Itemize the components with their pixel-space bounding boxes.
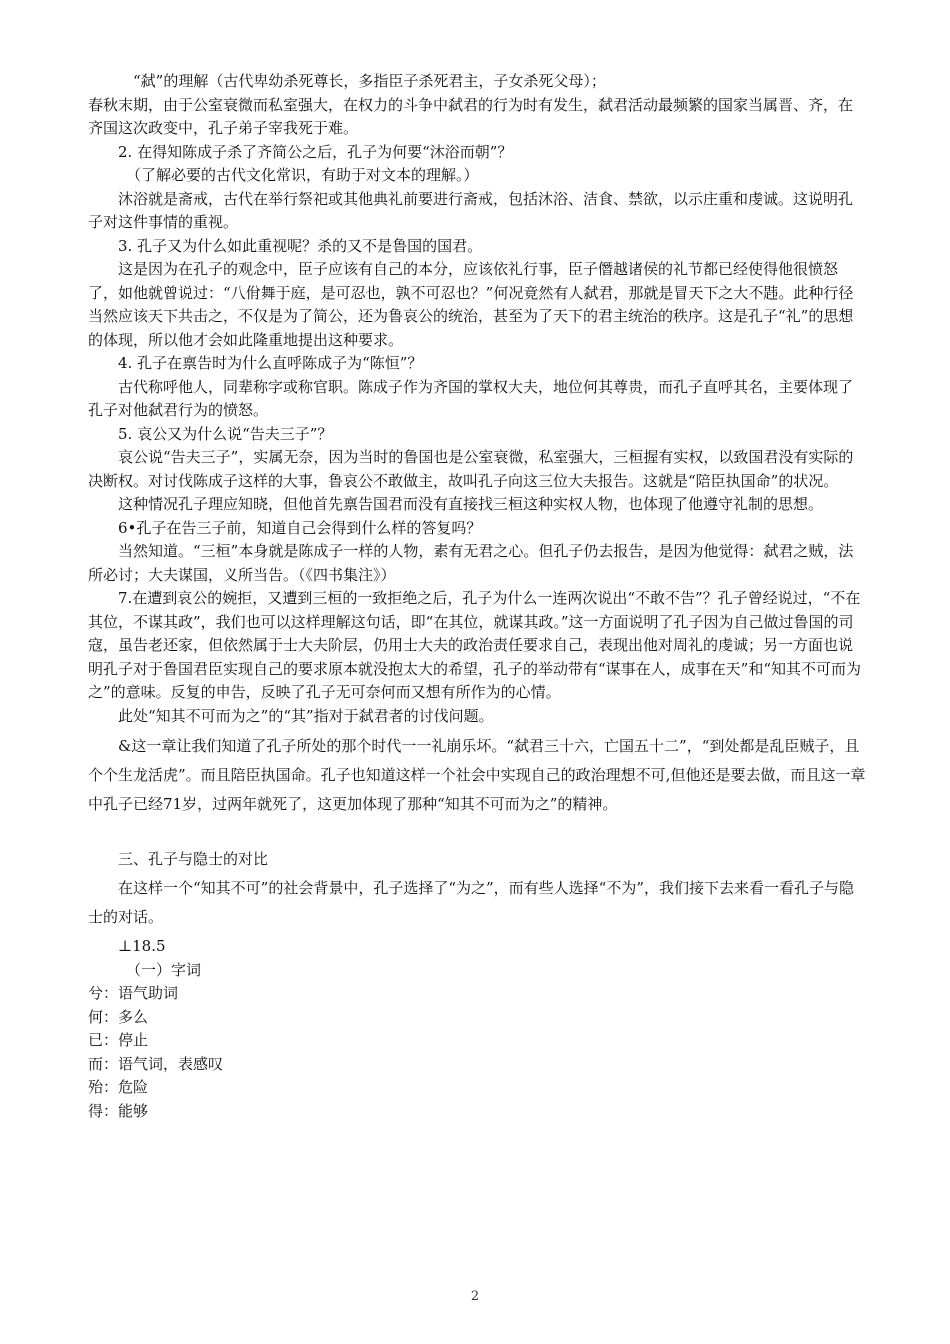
section-gap [118,819,866,845]
paragraph-shi-definition: “弑”的理解（古代卑幼杀死尊长，多指臣子杀死君主，子女杀死父母）； [133,72,606,90]
question-3: 3. 孔子又为什么如此重视呢？杀的又不是鲁国的国君。 [118,236,483,255]
answer-5-continued: 这种情况孔子理应知晓，但他首先禀告国君而没有直接找三桓这种实权人物，也体现了他遵守礼制的思想。 [118,495,824,513]
question-6: 6•孔子在告三子前，知道自己会得到什么样的答复吗？ [118,518,482,537]
question-7-answer: 7.在遭到哀公的婉拒，又遭到三桓的一致拒绝之后，孔子为什么一连两次说出“不敢不告”？孔子曾经说过，“不在其位，不谋其政”，我们也可以这样理解这句话，即“在其位，就谋其政。”这一方面说明了孔子因为自己做过鲁国的司寇，虽告老还家，但依然属于士大夫阶层，仍用士大夫的政治责任要求自己，表现出他对周礼的虔诚；另一方面也说明孔子对于鲁国君臣实现自己的要求原本就没抱太大的希望，孔子的举动带有“谋事在人，成事在天”和“知其不可而为之”的意味。反复的申告，反映了孔子无可奈何而又想有所作为的心情。 [88,589,862,701]
answer-6: 当然知道。“三桓”本身就是陈成子一样的人物，素有无君之心。但孔子仍去报告，是因为他觉得：弑君之贼，法所必讨；大夫谋国，义所当告。（《四书集注》） [88,542,854,584]
section-heading-3: 三、孔子与隐士的对比 [118,850,269,868]
question-4: 4. 孔子在禀告时为什么直呼陈成子为“陈恒”？ [118,354,423,372]
question-5: 5. 哀公又为什么说“告夫三子”？ [118,424,333,443]
glossary-item: 何：多么 [88,1007,149,1026]
glossary-item: 兮：语气助词 [88,984,179,1002]
note-qi-meaning: 此处“知其不可而为之”的“其”指对于弑君者的讨伐问题。 [118,706,494,725]
glossary-item: 得：能够 [88,1101,149,1120]
glossary-list [88,982,866,1123]
answer-2: 沐浴就是斋戒，古代在举行祭祀或其他典礼前要进行斋戒，包括沐浴、洁食、禁欲，以示庄重和虔诚。这说明孔子对这件事情的重视。 [88,189,854,231]
paragraph-chunqiu: 春秋末期，由于公室衰微而私室强大，在权力的斗争中弑君的行为时有发生，弑君活动最频繁的国家当属晋、齐，在齐国这次政变中，孔子弟子宰我死于难。 [88,95,854,137]
chapter-reference: ⊥18.5 [118,937,166,955]
answer-4: 古代称呼他人，同辈称字或称官职。陈成子作为齐国的掌权大夫，地位何其尊贵，而孔子直呼其名，主要体现了孔子对他弑君行为的愤怒。 [88,377,854,419]
section-intro: 在这样一个“知其不可”的社会背景中，孔子选择了“为之”，而有些人选择“不为”，我们接下去来看一看孔子与隐士的对话。 [88,879,855,926]
subsection-vocabulary: （一）字词 [126,960,202,979]
question-2: 2. 在得知陈成子杀了齐简公之后，孔子为何要“沐浴而朝”？ [118,142,513,161]
glossary-item: 已：停止 [88,1031,149,1049]
answer-3: 这是因为在孔子的观念中，臣子应该有自己的本分，应该依礼行事，臣子僭越诸侯的礼节都已经使得他很愤怒了，如他就曾说过：“八佾舞于庭，是可忍也，孰不可忍也？”何况竟然有人弑君，那就是冒天下之大不韪。此种行径当然应该天下共击之，不仅是为了简公，还为鲁哀公的统治，甚至为了天下的君主统治的秩序。这是孔子“礼”的思想的体现，所以他才会如此隆重地提出这种要求。 [88,260,854,349]
glossary-item: 殆：危险 [88,1078,149,1096]
page-number: 2 [470,1289,480,1304]
chapter-summary: &这一章让我们知道了孔子所处的那个时代一一礼崩乐坏。“弑君三十六，亡国五十二”，“到处都是乱臣贼子，且个个生龙活虎”。而且陪臣执国命。孔子也知道这样一个社会中实现自己的政治理想不可,但他还是要去做，而且这一章中孔子已经71岁，过两年就死了，这更加体现了那种“知其不可而为之”的精神。 [88,737,866,813]
note-culture: （了解必要的古代文化常识，有助于对文本的理解。） [126,166,479,184]
answer-5: 哀公说“告夫三子”，实属无奈，因为当时的鲁国也是公室衰微，私室强大，三桓握有实权，以致国君没有实际的决断权。对讨伐陈成子这样的大事，鲁哀公不敢做主，故叫孔子向这三位大夫报告。这就是“陪臣执国命”的状况。 [88,448,854,490]
glossary-item: 而：语气词，表感叹 [88,1054,224,1073]
